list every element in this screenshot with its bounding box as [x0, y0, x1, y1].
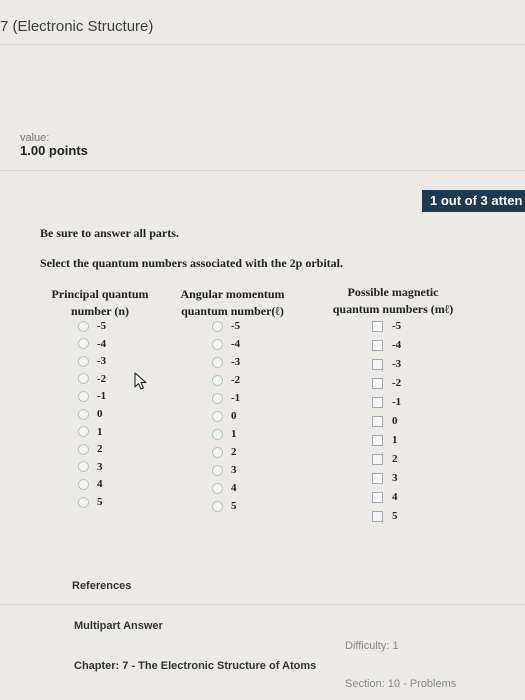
checkbox-icon[interactable]	[372, 492, 383, 503]
points-value: 1.00 points	[20, 143, 88, 158]
principal-header-line2: number (n)	[70, 304, 130, 318]
angular-option-label: 0	[231, 410, 237, 422]
principal-option[interactable]	[78, 441, 103, 457]
magnetic-option[interactable]	[372, 318, 401, 334]
angular-option[interactable]	[212, 498, 237, 514]
principal-option-label: 2	[97, 443, 103, 456]
checkbox-icon[interactable]	[372, 435, 383, 446]
angular-option-label: -3	[231, 356, 241, 368]
checkbox-icon[interactable]	[372, 416, 383, 427]
attempts-badge: 1 out of 3 atten	[422, 190, 525, 212]
magnetic-option[interactable]	[372, 451, 398, 467]
angular-header-line1: Angular momentum	[180, 287, 285, 301]
angular-option-label: -4	[231, 338, 241, 350]
principal-option[interactable]	[78, 371, 106, 387]
magnetic-option[interactable]	[372, 356, 401, 372]
radio-button-icon[interactable]	[212, 411, 223, 422]
radio-button-icon[interactable]	[212, 339, 223, 350]
radio-button-icon[interactable]	[78, 479, 89, 490]
principal-option-label: -3	[97, 355, 107, 368]
magnetic-option-label: 5	[392, 510, 398, 522]
magnetic-header-line2: quantum numbers (mℓ)	[332, 302, 454, 316]
value-label: value:	[20, 132, 50, 144]
angular-option[interactable]	[212, 426, 237, 442]
magnetic-option-label: -3	[392, 358, 402, 370]
angular-option[interactable]	[212, 390, 240, 406]
magnetic-option[interactable]	[372, 375, 401, 391]
radio-button-icon[interactable]	[78, 461, 89, 472]
angular-option[interactable]	[212, 462, 237, 478]
checkbox-icon[interactable]	[372, 321, 383, 332]
angular-option-label: -5	[231, 320, 241, 332]
angular-option-label: 5	[231, 500, 237, 512]
magnetic-option-label: 4	[392, 491, 398, 503]
checkbox-icon[interactable]	[372, 378, 383, 389]
angular-option[interactable]	[212, 444, 237, 460]
magnetic-header-line1: Possible magnetic	[347, 285, 439, 299]
radio-button-icon[interactable]	[78, 373, 89, 384]
principal-option[interactable]	[78, 353, 106, 369]
radio-button-icon[interactable]	[78, 321, 89, 332]
mouse-pointer-icon	[134, 372, 148, 392]
magnetic-option-label: 2	[392, 453, 398, 465]
magnetic-option-label: 0	[392, 415, 398, 427]
principal-option-label: -4	[97, 337, 107, 350]
instruction-text: Be sure to answer all parts.	[40, 226, 179, 240]
radio-button-icon[interactable]	[212, 429, 223, 440]
principal-option[interactable]	[78, 476, 103, 492]
radio-button-icon[interactable]	[212, 465, 223, 476]
angular-option-label: -2	[231, 374, 241, 386]
section-label: Section: 10 - Problems	[345, 678, 457, 690]
radio-button-icon[interactable]	[212, 321, 223, 332]
magnetic-option[interactable]	[372, 470, 398, 486]
angular-option[interactable]	[212, 336, 240, 352]
radio-button-icon[interactable]	[78, 338, 89, 349]
magnetic-option[interactable]	[372, 432, 398, 448]
principal-option-label: -2	[97, 372, 107, 385]
difficulty-label: Difficulty: 1	[345, 640, 399, 652]
checkbox-icon[interactable]	[372, 454, 383, 465]
radio-button-icon[interactable]	[78, 391, 89, 402]
magnetic-option-label: -5	[392, 320, 402, 332]
page-header-title: 7 (Electronic Structure)	[0, 18, 154, 35]
magnetic-option-label: -1	[392, 396, 402, 408]
principal-option-label: 5	[97, 496, 103, 508]
radio-button-icon[interactable]	[78, 426, 89, 437]
principal-option-label: 0	[97, 408, 103, 420]
magnetic-option[interactable]	[372, 394, 401, 410]
magnetic-option[interactable]	[372, 508, 398, 524]
points-divider	[0, 170, 525, 171]
principal-option[interactable]	[78, 494, 103, 510]
principal-option[interactable]	[78, 388, 106, 404]
checkbox-icon[interactable]	[372, 340, 383, 351]
principal-option-label: 4	[97, 478, 103, 491]
magnetic-option[interactable]	[372, 337, 401, 353]
angular-option[interactable]	[212, 318, 240, 334]
radio-button-icon[interactable]	[212, 447, 223, 458]
principal-option-label: 1	[97, 425, 103, 438]
question-prompt: Select the quantum numbers associated with the 2p orbital.	[40, 256, 344, 270]
header-divider	[0, 44, 525, 45]
magnetic-option[interactable]	[372, 489, 398, 505]
principal-option[interactable]	[78, 406, 103, 422]
principal-option[interactable]	[78, 318, 106, 334]
chapter-label: Chapter: 7 - The Electronic Structure of Atoms	[74, 660, 317, 672]
principal-header-line1: Principal quantum	[51, 287, 149, 301]
radio-button-icon[interactable]	[78, 356, 89, 367]
references-divider	[0, 604, 525, 605]
angular-option[interactable]	[212, 480, 237, 496]
principal-option[interactable]	[78, 336, 106, 352]
radio-button-icon[interactable]	[78, 444, 89, 455]
magnetic-option-label: -4	[392, 339, 402, 351]
angular-option-label: 2	[231, 446, 237, 458]
checkbox-icon[interactable]	[372, 473, 383, 484]
checkbox-icon[interactable]	[372, 359, 383, 370]
radio-button-icon[interactable]	[78, 409, 89, 420]
references-link[interactable]: References	[72, 580, 132, 592]
principal-option[interactable]	[78, 459, 103, 475]
angular-option-label: -1	[231, 392, 241, 404]
radio-button-icon[interactable]	[212, 375, 223, 386]
magnetic-option-label: 3	[392, 472, 398, 484]
checkbox-icon[interactable]	[372, 511, 383, 522]
magnetic-option[interactable]	[372, 413, 398, 429]
angular-option[interactable]	[212, 372, 240, 388]
magnetic-option-label: -2	[392, 377, 402, 389]
radio-button-icon[interactable]	[212, 483, 223, 494]
angular-column-header	[170, 286, 295, 320]
magnetic-option-label: 1	[392, 434, 398, 446]
angular-option[interactable]	[212, 354, 240, 370]
angular-header-line2: quantum number(ℓ)	[181, 304, 284, 318]
multipart-answer-label: Multipart Answer	[74, 620, 163, 632]
checkbox-icon[interactable]	[372, 397, 383, 408]
principal-column-header	[40, 286, 160, 320]
radio-button-icon[interactable]	[212, 357, 223, 368]
magnetic-column-header	[318, 284, 468, 318]
angular-option-label: 4	[231, 482, 237, 494]
principal-option-label: -5	[97, 320, 107, 332]
principal-option-label: -1	[97, 390, 107, 403]
angular-option[interactable]	[212, 408, 237, 424]
principal-option-label: 3	[97, 460, 103, 473]
angular-option-label: 1	[231, 428, 237, 440]
angular-option-label: 3	[231, 464, 237, 476]
principal-option[interactable]	[78, 424, 103, 440]
radio-button-icon[interactable]	[212, 501, 223, 512]
radio-button-icon[interactable]	[78, 497, 89, 508]
radio-button-icon[interactable]	[212, 393, 223, 404]
